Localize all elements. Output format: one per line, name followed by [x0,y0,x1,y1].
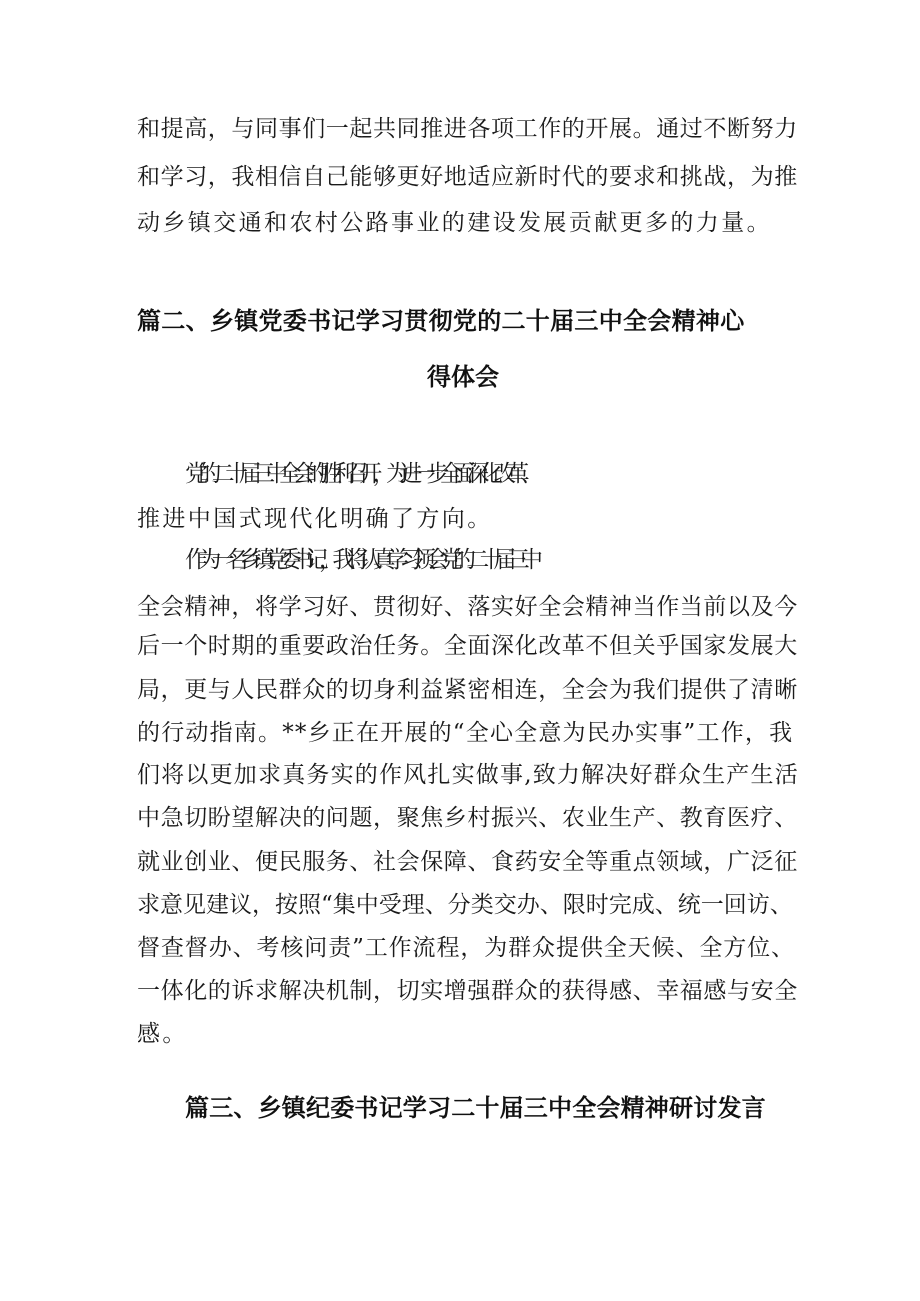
s2-p2-line-5: 的行动指南。**乡正在开展的“全心全意为民办实事”工作，我 [137,720,794,746]
s2-p2-line-10: 督查督办、考核问责”工作流程，为群众提供全天候、全方位、 [137,935,795,961]
s2-p1-line-1: 党的二十届三中全会的胜利召开，为进一步全面深化改革、 [185,461,534,487]
intro-line-1: 和提高，与同事们一起共同推进各项工作的开展。通过不断努力 [137,116,798,142]
section-two-title-line-1: 篇二、乡镇党委书记学习贯彻党的二十届三中全会精神心 [137,307,745,335]
s2-p2-line-4: 局，更与人民群众的切身利益紧密相连，全会为我们提供了清晰 [137,677,798,703]
s2-p2-line-2: 全会精神，将学习好、贯彻好、落实好全会精神当作当前以及今 [137,594,798,620]
s2-p2-line-3: 后一个时期的重要政治任务。全面深化改革不但关乎国家发展大 [137,633,798,659]
s2-p2-line-6: 们将以更加求真务实的作风扎实做事,致力解决好群众生产生活 [137,762,799,788]
intro-line-3: 动乡镇交通和农村公路事业的建设发展贡献更多的力量。 [137,210,772,236]
s2-p2-line-1: 作为一名乡镇党委书记，我将认真学习领会党的二十届三中 [185,547,534,573]
s2-p2-line-11: 一体化的诉求解决机制，切实增强群众的获得感、幸福感与安全 [137,978,798,1004]
s2-p2-line-7: 中急切盼望解决的问题，聚焦乡村振兴、农业生产、教育医疗、 [137,805,798,831]
s2-p2-line-12: 感。 [137,1021,188,1047]
section-three-title: 篇三、乡镇纪委书记学习二十届三中全会精神研讨发言 [185,1094,766,1122]
s2-p1-line-2: 推进中国式现代化明确了方向。 [137,506,493,532]
s2-p2-line-9: 求意见建议，按照“集中受理、分类交办、限时完成、统一回访、 [137,892,793,918]
section-two-title-line-2: 得体会 [427,363,499,391]
intro-line-2: 和学习，我相信自己能够更好地适应新时代的要求和挑战，为推 [137,164,798,190]
s2-p2-line-8: 就业创业、便民服务、社会保障、食药安全等重点领域，广泛征 [137,849,798,875]
